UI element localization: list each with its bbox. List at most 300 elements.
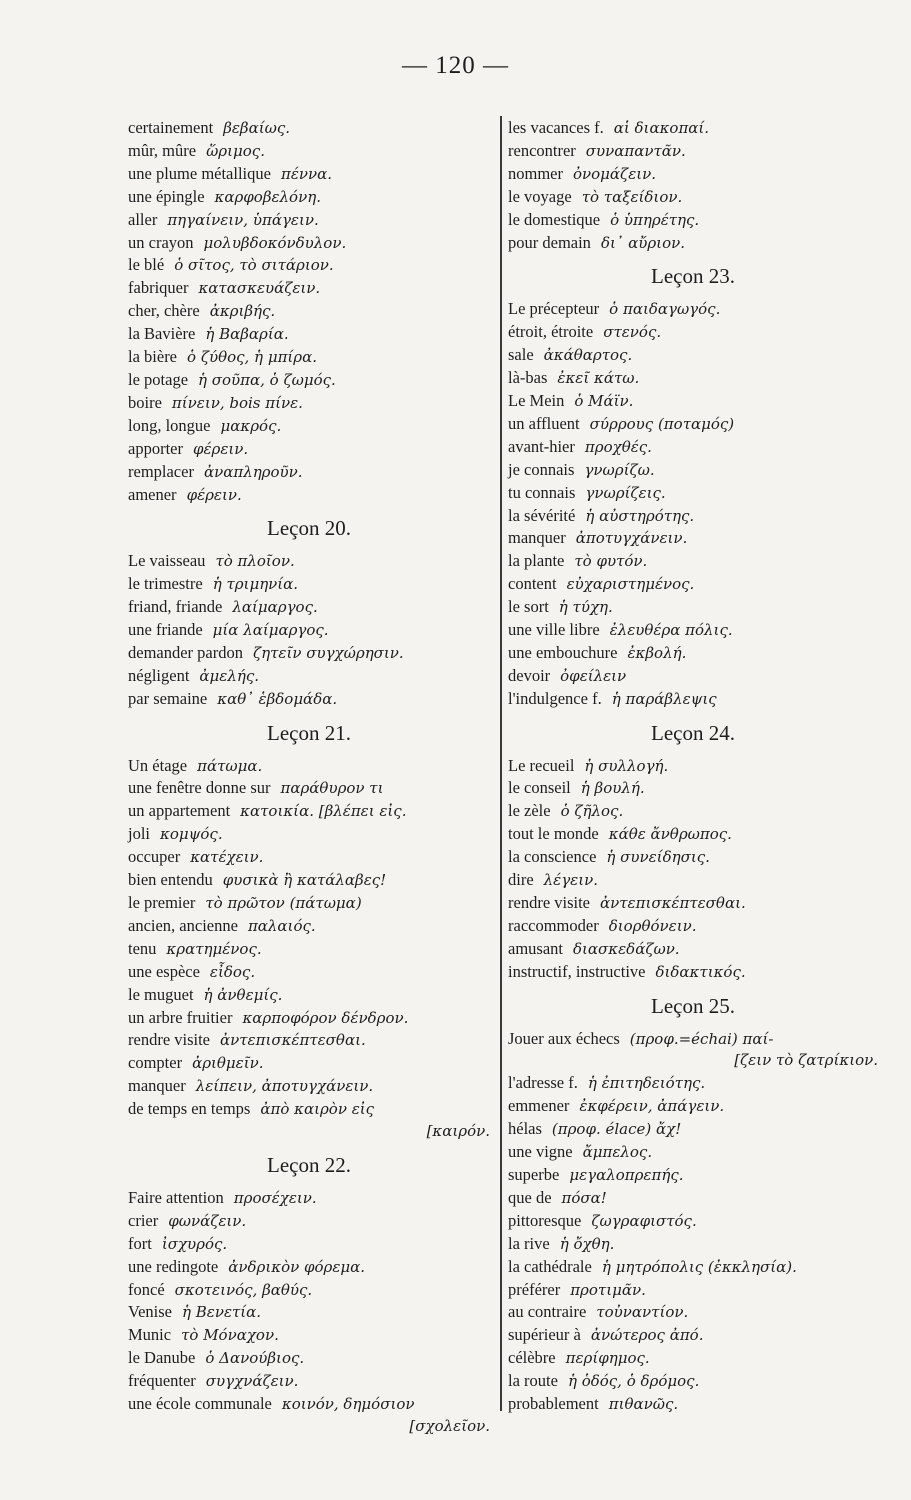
french-term: instructif, instructive bbox=[508, 961, 646, 981]
vocab-entry bbox=[128, 346, 490, 369]
french-term: une redingote bbox=[128, 1256, 219, 1276]
greek-translation: φυσικὰ ἢ κατάλαβες! bbox=[222, 871, 387, 890]
french-term: foncé bbox=[128, 1279, 165, 1299]
greek-translation: ἀναπληροῦν. bbox=[203, 462, 303, 481]
greek-translation: ἡ Βενετία. bbox=[182, 1303, 262, 1322]
greek-translation: παράθυρον τι bbox=[280, 779, 384, 798]
right-column bbox=[508, 117, 878, 1416]
vocab-entry bbox=[128, 117, 490, 140]
lesson-heading: Leçon 22. bbox=[267, 1152, 351, 1177]
french-term: emmener bbox=[508, 1096, 570, 1116]
greek-translation: ὀφείλειν bbox=[560, 666, 627, 685]
greek-translation: ἡ ὁδός, ὁ δρόμος. bbox=[567, 1372, 700, 1391]
greek-translation: ἡ παράβλεψις bbox=[611, 689, 717, 708]
french-term: superbe bbox=[508, 1164, 560, 1184]
entry-continuation: [καιρόν. bbox=[426, 1122, 490, 1141]
greek-translation: ἐκεῖ κάτω. bbox=[557, 369, 640, 388]
vocab-entry bbox=[508, 1095, 878, 1118]
french-term: le potage bbox=[128, 369, 189, 389]
vocab-entry bbox=[508, 846, 878, 869]
vocab-entry bbox=[128, 438, 490, 461]
french-term: je connais bbox=[508, 459, 575, 479]
french-term: l'adresse f. bbox=[508, 1073, 578, 1093]
french-term: un affluent bbox=[508, 413, 580, 433]
vocab-entry bbox=[508, 1301, 878, 1324]
greek-translation: τὸ πλοῖον. bbox=[215, 552, 295, 571]
greek-translation: δι᾽ αὔριον. bbox=[600, 233, 685, 252]
greek-translation: ἡ ἐπιτηδειότης. bbox=[587, 1074, 706, 1093]
vocab-entry bbox=[128, 1393, 490, 1416]
greek-translation: προτιμᾶν. bbox=[570, 1280, 646, 1299]
french-term: nommer bbox=[508, 163, 563, 183]
greek-translation: ἀκριβής. bbox=[209, 302, 276, 321]
greek-translation: σύρρους (ποταμός) bbox=[589, 414, 735, 433]
greek-translation: γνωρίζεις. bbox=[585, 483, 666, 502]
french-term: pittoresque bbox=[508, 1210, 582, 1230]
vocab-entry bbox=[128, 209, 490, 232]
french-term: supérieur à bbox=[508, 1325, 581, 1345]
greek-translation: ἀκάθαρτος. bbox=[543, 346, 633, 365]
greek-translation: μολυβδοκόνδυλον. bbox=[203, 233, 347, 252]
entry-continuation: [σχολεῖον. bbox=[409, 1416, 490, 1435]
vocab-entry bbox=[508, 1256, 878, 1279]
french-term: manquer bbox=[128, 1076, 186, 1096]
greek-translation: διασκεδάζων. bbox=[573, 939, 680, 958]
french-term: avant-hier bbox=[508, 436, 575, 456]
page-number: — 120 — bbox=[402, 52, 509, 79]
entry-note: [βλέπει εἰς. bbox=[313, 802, 407, 821]
french-term: Le précepteur bbox=[508, 299, 600, 319]
greek-translation: ὁ ζῆλος. bbox=[560, 802, 624, 821]
greek-translation: ἡ συνείδησις. bbox=[606, 848, 710, 867]
greek-translation: φωνάζειν. bbox=[168, 1211, 247, 1230]
french-term: un appartement bbox=[128, 801, 231, 821]
vocab-entry bbox=[128, 186, 490, 209]
vocab-entry bbox=[128, 573, 490, 596]
greek-translation: ἐκβολή. bbox=[627, 643, 687, 662]
french-term: fréquenter bbox=[128, 1371, 196, 1391]
vocab-entry bbox=[128, 254, 490, 277]
greek-translation: περίφημος. bbox=[565, 1349, 650, 1368]
french-term: crier bbox=[128, 1210, 159, 1230]
french-term: la plante bbox=[508, 551, 565, 571]
vocab-entry bbox=[128, 984, 490, 1007]
vocab-entry bbox=[128, 300, 490, 323]
french-term: une épingle bbox=[128, 186, 205, 206]
greek-translation: πάτωμα. bbox=[197, 756, 263, 775]
french-term: un crayon bbox=[128, 232, 194, 252]
french-term: la cathédrale bbox=[508, 1256, 592, 1276]
vocab-entry bbox=[128, 1052, 490, 1075]
french-term: tenu bbox=[128, 938, 157, 958]
french-term: fabriquer bbox=[128, 278, 189, 298]
lesson-heading: Leçon 25. bbox=[651, 993, 735, 1018]
greek-translation: προσέχειν. bbox=[233, 1188, 317, 1207]
vocab-entry bbox=[128, 619, 490, 642]
vocab-entry bbox=[508, 915, 878, 938]
vocab-entry bbox=[508, 163, 878, 186]
french-term: négligent bbox=[128, 665, 190, 685]
vocab-entry bbox=[508, 209, 878, 232]
vocab-entry bbox=[508, 1210, 878, 1233]
greek-translation: πίνειν, bbox=[171, 393, 225, 412]
greek-translation: ἡ ὄχθη. bbox=[559, 1234, 615, 1253]
vocab-entry bbox=[508, 1028, 878, 1051]
greek-translation: ἀνώτερος ἀπό. bbox=[590, 1326, 704, 1345]
greek-translation: σκοτεινός, βαθύς. bbox=[174, 1280, 313, 1299]
vocab-entry bbox=[508, 459, 878, 482]
vocab-entry bbox=[128, 1210, 490, 1233]
vocab-entry bbox=[508, 938, 878, 961]
vocab-entry bbox=[128, 777, 490, 800]
greek-translation: ἡ συλλογή. bbox=[584, 756, 669, 775]
greek-translation: ἀνδρικὸν φόρεμα. bbox=[228, 1257, 366, 1276]
vocab-entry bbox=[508, 1324, 878, 1347]
french-term: rendre visite bbox=[128, 1030, 211, 1050]
vocab-entry bbox=[128, 642, 490, 665]
french-term: long, longue bbox=[128, 415, 211, 435]
greek-translation: τοὐναντίον. bbox=[596, 1303, 689, 1322]
greek-translation: (προφ.=échai) παί- bbox=[629, 1029, 774, 1048]
french-term: pour demain bbox=[508, 232, 591, 252]
vocab-entry bbox=[128, 461, 490, 484]
vocab-entry bbox=[508, 619, 878, 642]
greek-translation: ἀποτυγχάνειν. bbox=[575, 529, 688, 548]
french-term: une école communale bbox=[128, 1394, 272, 1414]
french-term: Faire attention bbox=[128, 1187, 224, 1207]
french-term: raccommoder bbox=[508, 915, 599, 935]
greek-translation: γνωρίζω. bbox=[584, 460, 655, 479]
greek-translation: παλαιός. bbox=[247, 916, 316, 935]
vocab-entry bbox=[508, 186, 878, 209]
greek-translation: τὸ ταξείδιον. bbox=[581, 187, 683, 206]
french-term: une vigne bbox=[508, 1142, 573, 1162]
greek-translation: τὸ πρῶτον (πάτωμα) bbox=[205, 894, 362, 912]
vocab-entry bbox=[128, 1233, 490, 1256]
french-term: le voyage bbox=[508, 186, 572, 206]
french-term: le trimestre bbox=[128, 574, 203, 594]
french-term: cher, chère bbox=[128, 301, 200, 321]
french-term: bien entendu bbox=[128, 870, 213, 890]
vocab-entry bbox=[128, 1098, 490, 1121]
french-term: la conscience bbox=[508, 847, 597, 867]
french-term: une embouchure bbox=[508, 642, 618, 662]
greek-translation: συναπαντᾶν. bbox=[585, 141, 686, 160]
vocab-entry bbox=[508, 550, 878, 573]
vocab-entry bbox=[128, 755, 490, 778]
french-term: compter bbox=[128, 1053, 183, 1073]
greek-translation: φέρειν. bbox=[186, 485, 242, 504]
french-term: remplacer bbox=[128, 461, 194, 481]
greek-translation: εἶδος. bbox=[209, 962, 256, 981]
lesson-heading: Leçon 23. bbox=[651, 264, 735, 289]
french-term: une espèce bbox=[128, 961, 200, 981]
vocab-entry bbox=[128, 596, 490, 619]
french-term: mûr, mûre bbox=[128, 140, 197, 160]
french-term: rencontrer bbox=[508, 140, 576, 160]
left-column bbox=[128, 117, 490, 1438]
french-term: Le recueil bbox=[508, 755, 575, 775]
vocab-entry bbox=[128, 1007, 490, 1030]
greek-translation: καρφοβελόνη. bbox=[214, 187, 321, 206]
greek-translation: τὸ Μόναχον. bbox=[181, 1326, 279, 1345]
vocab-entry bbox=[508, 1118, 878, 1141]
french-term: célèbre bbox=[508, 1348, 556, 1368]
greek-translation: ἀμελής. bbox=[199, 666, 259, 685]
greek-translation: (προφ. élace) ἄχ! bbox=[551, 1120, 682, 1139]
french-term: ancien, ancienne bbox=[128, 915, 238, 935]
vocab-entry bbox=[128, 1187, 490, 1210]
french-term: amusant bbox=[508, 938, 563, 958]
greek-translation: κρατημένος. bbox=[166, 939, 262, 958]
french-term: de temps en temps bbox=[128, 1099, 251, 1119]
french-term: Jouer aux échecs bbox=[508, 1028, 620, 1048]
greek-translation: συγχνάζειν. bbox=[205, 1372, 299, 1391]
vocab-entry bbox=[128, 892, 490, 915]
greek-translation: ἡ σοῦπα, ὁ ζωμός. bbox=[198, 370, 336, 389]
french-term: la sévérité bbox=[508, 505, 576, 525]
french-term: une fenêtre donne sur bbox=[128, 778, 271, 798]
vocab-entry bbox=[508, 688, 878, 711]
vocab-entry bbox=[128, 323, 490, 346]
vocab-entry bbox=[128, 846, 490, 869]
lesson-heading: Leçon 24. bbox=[651, 720, 735, 745]
french-term: dire bbox=[508, 870, 534, 890]
french-term: tout le monde bbox=[508, 824, 599, 844]
vocab-entry bbox=[508, 892, 878, 915]
greek-translation: ἡ ἀνθεμίς. bbox=[203, 985, 283, 1004]
french-term: par semaine bbox=[128, 688, 208, 708]
vocab-entry bbox=[508, 117, 878, 140]
vocab-entry bbox=[508, 1187, 878, 1210]
vocab-entry bbox=[508, 1370, 878, 1393]
vocab-entry bbox=[128, 1324, 490, 1347]
greek-translation: ὁ παιδαγωγός. bbox=[609, 300, 721, 319]
french-term: devoir bbox=[508, 665, 551, 685]
column-divider bbox=[500, 116, 502, 1411]
vocab-entry bbox=[128, 1075, 490, 1098]
french-term: la Bavière bbox=[128, 324, 196, 344]
vocab-entry bbox=[128, 800, 490, 823]
vocab-entry bbox=[508, 777, 878, 800]
french-term: les vacances f. bbox=[508, 118, 604, 137]
french-term: le zèle bbox=[508, 801, 551, 821]
entry-continuation: [ζειν τὸ ζατρίκιον. bbox=[734, 1051, 878, 1070]
vocab-entry bbox=[128, 688, 490, 711]
vocab-entry bbox=[508, 390, 878, 413]
greek-translation: μακρός. bbox=[220, 416, 282, 435]
greek-translation: πέννα. bbox=[280, 164, 333, 183]
vocab-entry bbox=[508, 413, 878, 436]
greek-translation: ὁ Μάϊν. bbox=[574, 391, 634, 410]
vocab-entry bbox=[508, 1233, 878, 1256]
vocab-entry bbox=[128, 665, 490, 688]
french-term: aller bbox=[128, 209, 158, 229]
vocab-entry bbox=[508, 596, 878, 619]
french-term: manquer bbox=[508, 528, 566, 548]
vocab-entry bbox=[508, 665, 878, 688]
french-term: la bière bbox=[128, 347, 178, 367]
vocab-entry bbox=[508, 755, 878, 778]
french-term: sale bbox=[508, 345, 534, 365]
greek-translation: ὀνομάζειν. bbox=[573, 164, 657, 183]
greek-translation: κατοικία. bbox=[240, 802, 314, 821]
greek-translation: ἡ τύχη. bbox=[558, 598, 613, 617]
french-term: une friande bbox=[128, 620, 203, 640]
greek-translation: στενός. bbox=[603, 323, 662, 342]
vocab-entry bbox=[508, 823, 878, 846]
french-term: content bbox=[508, 574, 557, 594]
vocab-entry bbox=[128, 938, 490, 961]
entry-note: bois πίνε. bbox=[224, 393, 303, 412]
greek-translation: ἡ Βαβαρία. bbox=[205, 325, 289, 344]
greek-translation: λέγειν. bbox=[543, 871, 598, 890]
vocab-entry bbox=[128, 961, 490, 984]
greek-translation: ἀριθμεῖν. bbox=[192, 1054, 264, 1073]
french-term: au contraire bbox=[508, 1302, 587, 1322]
vocab-entry bbox=[128, 1256, 490, 1279]
french-term: que de bbox=[508, 1187, 552, 1207]
greek-translation: πιθανῶς. bbox=[608, 1395, 679, 1414]
french-term: apporter bbox=[128, 438, 183, 458]
greek-translation: ὥριμος. bbox=[206, 141, 265, 160]
french-term: le sort bbox=[508, 597, 549, 617]
french-term: friand, friande bbox=[128, 597, 223, 617]
greek-translation: ἐκφέρειν, ἀπάγειν. bbox=[579, 1097, 725, 1116]
vocab-entry bbox=[128, 915, 490, 938]
french-term: certainement bbox=[128, 118, 214, 137]
french-term: Venise bbox=[128, 1302, 172, 1322]
vocab-entry bbox=[508, 367, 878, 390]
vocab-entry bbox=[128, 1301, 490, 1324]
lesson-heading: Leçon 21. bbox=[267, 720, 351, 745]
french-term: une ville libre bbox=[508, 620, 600, 640]
greek-translation: μεγαλοπρεπής. bbox=[569, 1165, 684, 1184]
vocab-entry bbox=[128, 1370, 490, 1393]
french-term: joli bbox=[128, 824, 151, 844]
greek-translation: ὁ ζύθος, ἡ μπίρα. bbox=[187, 348, 318, 367]
vocab-entry bbox=[508, 961, 878, 984]
greek-translation: ὁ ὑπηρέτης. bbox=[610, 210, 700, 229]
vocab-entry bbox=[508, 573, 878, 596]
greek-translation: πηγαίνειν, ὑπάγειν. bbox=[167, 210, 319, 229]
vocab-entry bbox=[508, 1164, 878, 1187]
vocab-entry bbox=[508, 482, 878, 505]
greek-translation: μία λαίμαργος. bbox=[212, 621, 329, 640]
greek-translation: ὁ Δανούβιος. bbox=[205, 1349, 305, 1368]
greek-translation: προχθές. bbox=[584, 437, 652, 456]
french-term: le muguet bbox=[128, 984, 194, 1004]
french-term: fort bbox=[128, 1233, 152, 1253]
vocab-entry bbox=[128, 823, 490, 846]
vocab-entry bbox=[508, 232, 878, 255]
greek-translation: ἀπὸ καιρὸν εἰς bbox=[260, 1100, 375, 1119]
french-term: la rive bbox=[508, 1233, 550, 1253]
greek-translation: ἰσχυρός. bbox=[161, 1234, 228, 1253]
greek-translation: ἡ βουλή. bbox=[580, 779, 645, 798]
vocab-entry bbox=[128, 140, 490, 163]
french-term: amener bbox=[128, 484, 177, 504]
vocab-entry bbox=[508, 869, 878, 892]
greek-translation: αἱ διακοπαί. bbox=[613, 119, 710, 137]
french-term: préférer bbox=[508, 1279, 561, 1299]
vocab-entry bbox=[128, 869, 490, 892]
greek-translation: ὁ σῖτος, τὸ σιτάριον. bbox=[174, 256, 334, 275]
french-term: probablement bbox=[508, 1394, 599, 1414]
vocab-entry bbox=[128, 392, 490, 415]
vocab-entry bbox=[128, 550, 490, 573]
vocab-entry bbox=[128, 1279, 490, 1302]
french-term: la route bbox=[508, 1371, 558, 1391]
french-term: le Danube bbox=[128, 1348, 196, 1368]
french-term: l'indulgence f. bbox=[508, 688, 602, 708]
french-term: le domestique bbox=[508, 209, 601, 229]
vocab-entry bbox=[128, 369, 490, 392]
vocab-entry bbox=[508, 642, 878, 665]
french-term: le premier bbox=[128, 893, 196, 912]
vocab-entry bbox=[508, 1347, 878, 1370]
greek-translation: τὸ φυτόν. bbox=[574, 552, 648, 571]
greek-translation: ἄμπελος. bbox=[582, 1143, 653, 1162]
vocab-entry bbox=[508, 436, 878, 459]
greek-translation: ἀντεπισκέπτεσθαι. bbox=[600, 894, 746, 912]
greek-translation: διορθόνειν. bbox=[608, 916, 697, 935]
vocab-entry bbox=[508, 321, 878, 344]
french-term: une plume métallique bbox=[128, 163, 271, 183]
vocab-entry bbox=[128, 484, 490, 507]
french-term: Le vaisseau bbox=[128, 551, 206, 571]
greek-translation: καθ᾽ ἑβδομάδα. bbox=[217, 689, 338, 708]
french-term: Munic bbox=[128, 1325, 172, 1345]
vocab-entry bbox=[508, 1279, 878, 1302]
vocab-entry bbox=[128, 277, 490, 300]
french-term: boire bbox=[128, 392, 162, 412]
vocab-entry bbox=[508, 344, 878, 367]
greek-translation: πόσα! bbox=[561, 1188, 607, 1207]
greek-translation: ἡ μητρόπολις (ἐκκλησία). bbox=[601, 1257, 797, 1276]
french-term: le conseil bbox=[508, 778, 571, 798]
vocab-entry bbox=[128, 1029, 490, 1052]
greek-translation: ζητεῖν συγχώρησιν. bbox=[253, 643, 404, 662]
french-term: Le Mein bbox=[508, 390, 565, 410]
greek-translation: ἐλευθέρα πόλις. bbox=[609, 621, 733, 640]
greek-translation: βεβαίως. bbox=[223, 119, 291, 137]
greek-translation: κατασκευάζειν. bbox=[198, 279, 321, 298]
vocab-entry bbox=[508, 505, 878, 528]
vocab-entry bbox=[508, 1393, 878, 1416]
greek-translation: διδακτικός. bbox=[655, 962, 746, 981]
greek-translation: καρποφόρον δένδρον. bbox=[242, 1008, 409, 1027]
greek-translation: λαίμαργος. bbox=[232, 598, 318, 617]
vocab-entry bbox=[128, 232, 490, 255]
greek-translation: ἡ τριμηνία. bbox=[212, 575, 299, 594]
french-term: occuper bbox=[128, 847, 181, 867]
french-term: le blé bbox=[128, 255, 165, 275]
greek-translation: κάθε ἄνθρωπος. bbox=[608, 825, 732, 844]
vocab-entry bbox=[128, 1347, 490, 1370]
greek-translation: λείπειν, ἀποτυγχάνειν. bbox=[195, 1077, 374, 1096]
french-term: un arbre fruitier bbox=[128, 1007, 233, 1027]
greek-translation: ἡ αὐστηρότης. bbox=[585, 506, 695, 525]
french-term: rendre visite bbox=[508, 893, 591, 912]
vocab-entry bbox=[508, 1141, 878, 1164]
vocab-entry bbox=[508, 800, 878, 823]
greek-translation: φέρειν. bbox=[192, 439, 249, 458]
greek-translation: κατέχειν. bbox=[190, 848, 264, 867]
french-term: Un étage bbox=[128, 755, 188, 775]
vocab-entry bbox=[508, 1072, 878, 1095]
greek-translation: εὐχαριστημένος. bbox=[566, 575, 695, 594]
